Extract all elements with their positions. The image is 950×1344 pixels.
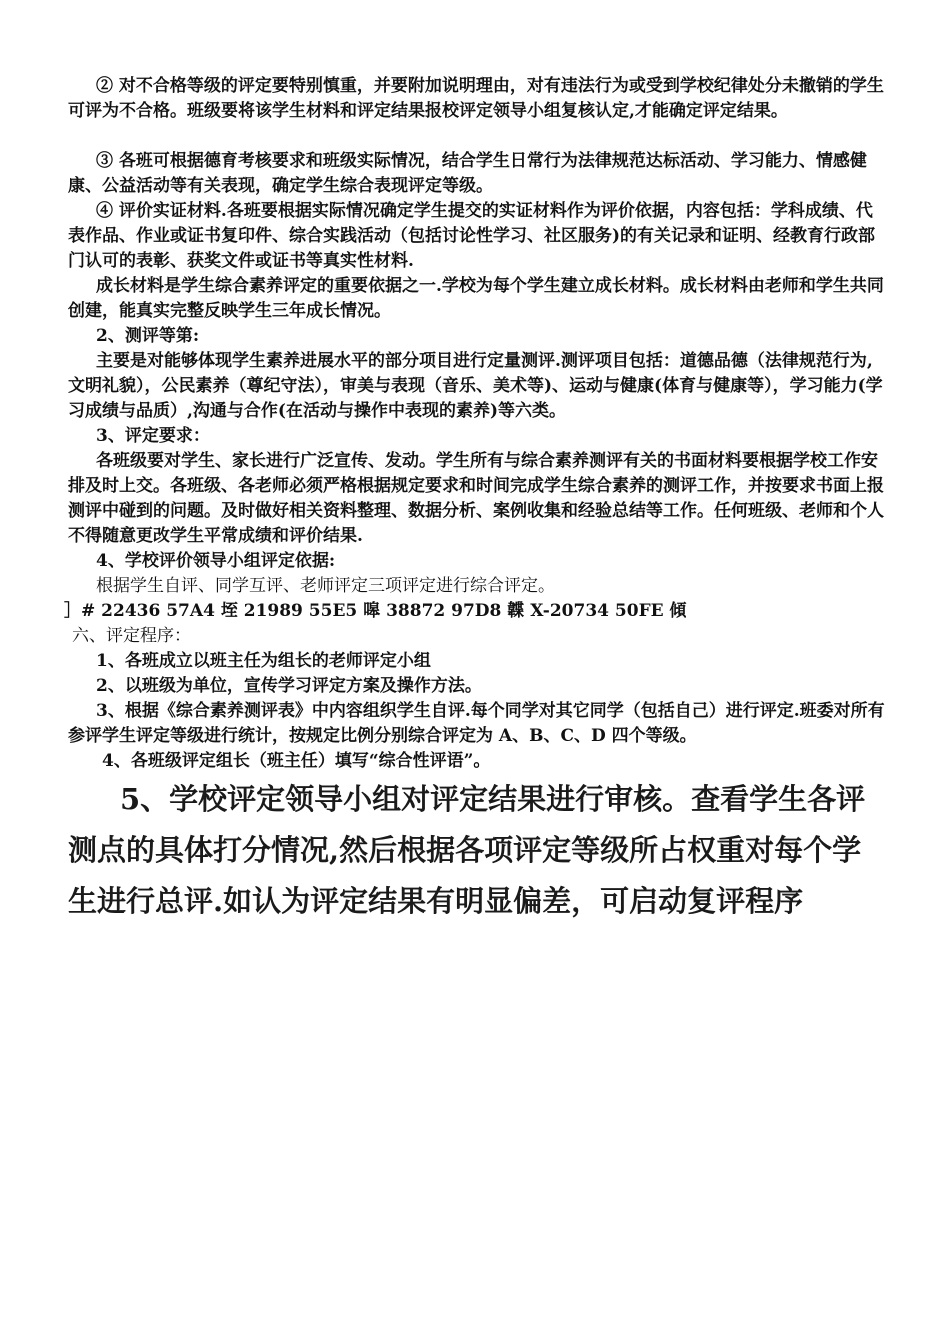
- step-2: 2、以班级为单位，宣传学习评定方案及操作方法。: [96, 676, 482, 696]
- section-six-heading: 六、评定程序：: [72, 626, 191, 646]
- heading-assessment-grades: 2、测评等第:: [96, 326, 200, 346]
- heading-evaluation-requirements: 3、评定要求：: [96, 426, 210, 446]
- paragraph-assessment-items: 主要是对能够体现学生素养进展水平的部分项目进行定量测评.测评项目包括：道德品德（法律规范行为,文明礼貌），公民素养（尊纪守法），审美与表现（音乐、美术等)、运动与健康(体育与健康等），学习能力(学习成绩与品质）,沟通与合作(在活动与操作中表现的素养)等六类。: [68, 351, 883, 421]
- paragraph-unqualified-grade: ② 对不合格等级的评定要特别慎重，并要附加说明理由，对有违法行为或受到学校纪律处分未撤销的学生可评为不合格。班级要将该学生材料和评定结果报校评定领导小组复核认定,才能确定评定结果。: [68, 76, 884, 121]
- code-line: ］# 22436 57A4 垤 21989 55E5 嗥 38872 97D8 韘 X-20734 50FE 傾: [64, 601, 687, 621]
- paragraph-requirements: 各班级要对学生、家长进行广泛宣传、发动。学生所有与综合素养测评有关的书面材料要根据学校工作安排及时上交。各班级、各老师必须严格根据规定要求和时间完成学生综合素养的测评工作，并按要求书面上报测评中碰到的问题。及时做好相关资料整理、数据分析、案例收集和经验总结等工作。任何班级、老师和个人不得随意更改学生平常成绩和评价结果.: [68, 451, 884, 546]
- paragraph-evidence-materials: ④ 评价实证材料.各班要根据实际情况确定学生提交的实证材料作为评价依据，内容包括：学科成绩、代表作品、作业或证书复印件、综合实践活动（包括讨论性学习、社区服务)的有关记录和证明、经教育行政部门认可的表彰、获奖文件或证书等真实性材料.: [68, 201, 876, 271]
- paragraph-evaluation-basis: 根据学生自评、同学互评、老师评定三项评定进行综合评定。: [96, 576, 555, 596]
- heading-evaluation-basis: 4、学校评价领导小组评定依据:: [96, 551, 336, 571]
- step-4: 4、各班级评定组长（班主任）填写“综合性评语”。: [102, 751, 491, 771]
- step-1: 1、各班成立以班主任为组长的老师评定小组: [96, 651, 431, 671]
- paragraph-growth-materials: 成长材料是学生综合素养评定的重要依据之一.学校为每个学生建立成长材料。成长材料由老师和学生共同创建，能真实完整反映学生三年成长情况。: [68, 276, 884, 321]
- step-5-large: 5、学校评定领导小组对评定结果进行审核。查看学生各评测点的具体打分情况,然后根据各项评定等级所占权重对每个学生进行总评.如认为评定结果有明显偏差，可启动复评程序: [68, 782, 866, 918]
- step-3: 3、根据《综合素养测评表》中内容组织学生自评.每个同学对其它同学（包括自己）进行评定.班委对所有参评学生评定等级进行统计，按规定比例分别综合评定为 A、B、C、D 四个等级。: [68, 701, 885, 746]
- paragraph-class-assessment: ③ 各班可根据德育考核要求和班级实际情况，结合学生日常行为法律规范达标活动、学习能力、情感健康、公益活动等有关表现，确定学生综合表现评定等级。: [68, 151, 867, 196]
